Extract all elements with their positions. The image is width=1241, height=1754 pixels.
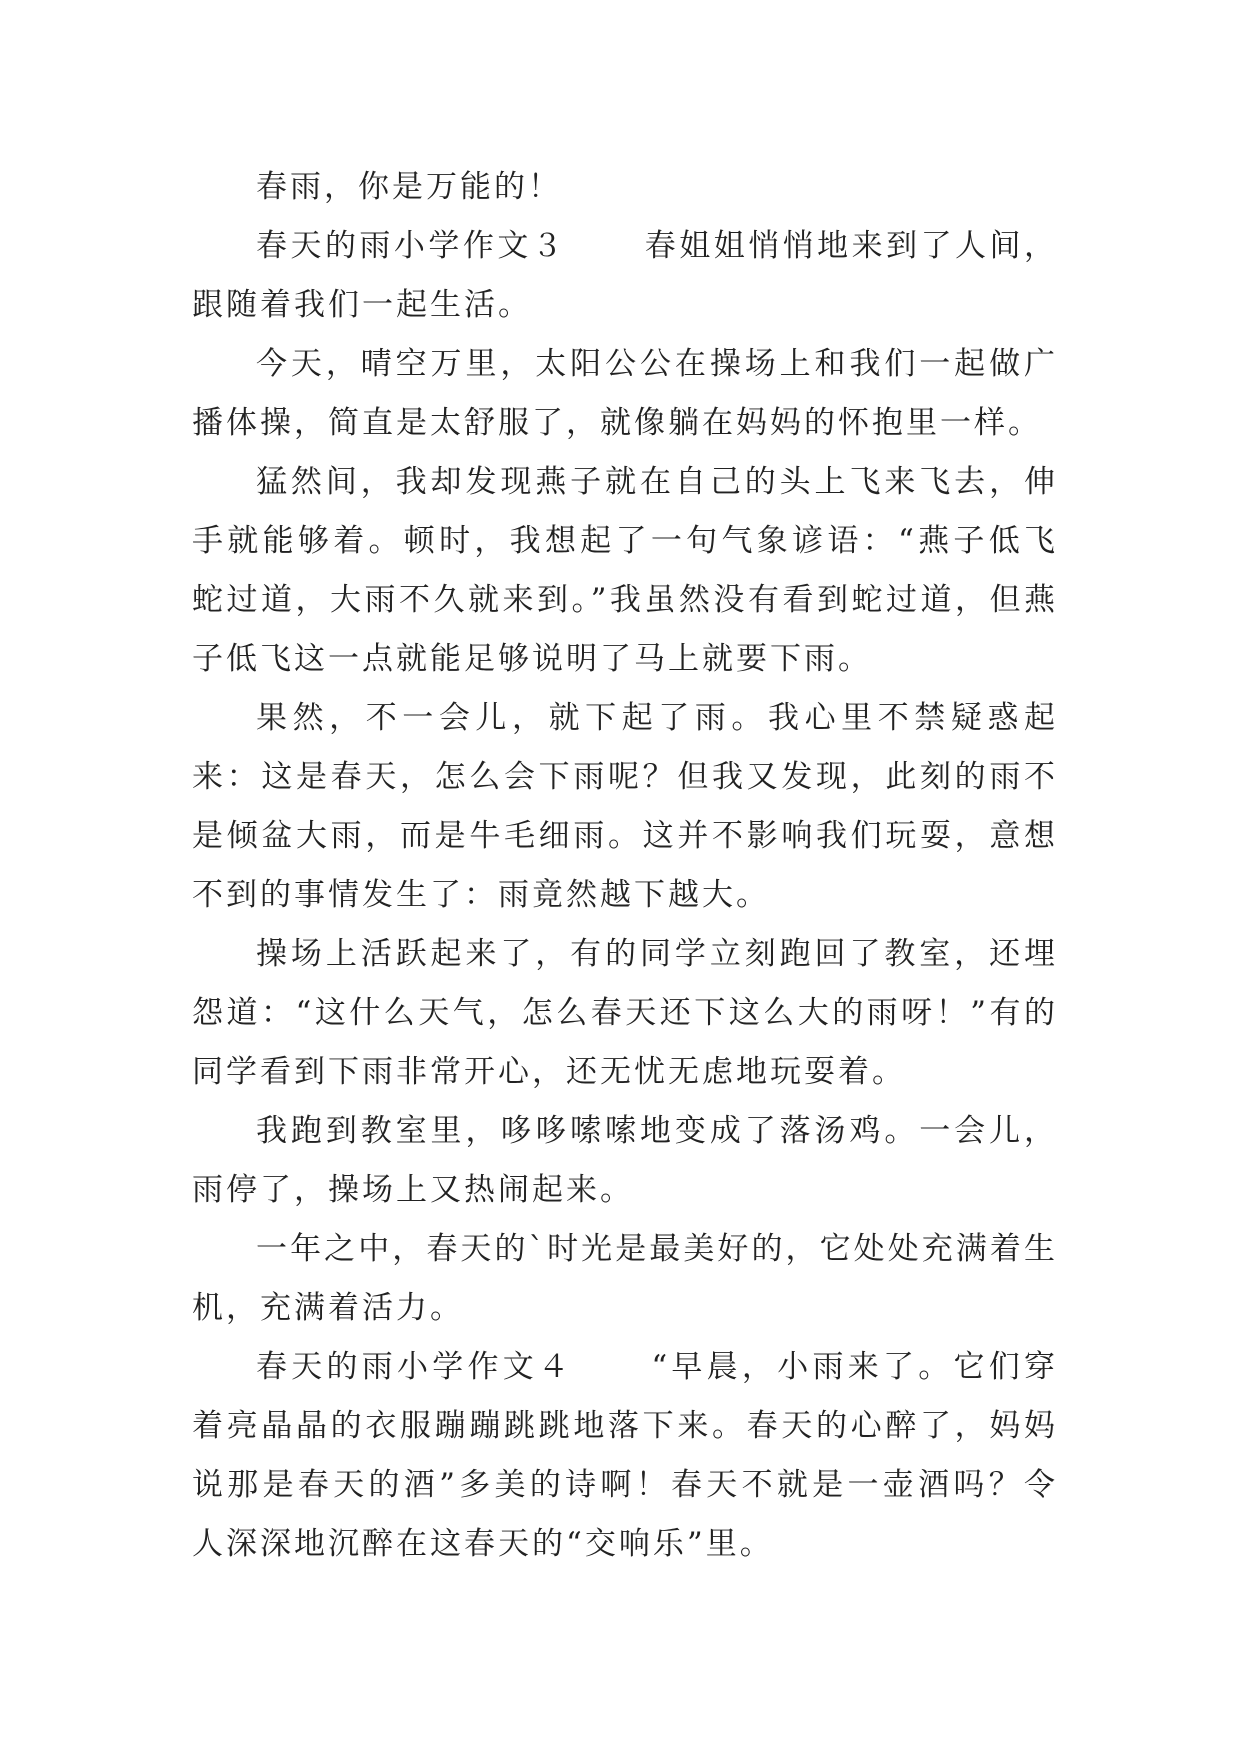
paragraph-2 [192,217,1058,335]
paragraph-text: 今天，晴空万里，太阳公公在操场上和我们一起做广播体操，简直是太舒服了，就像躺在妈妈的怀抱里一样。 [192,346,1058,441]
section-heading: 春天的雨小学作文３ [256,228,567,264]
paragraph-9 [192,1338,1058,1574]
paragraph-text: 一年之中，春天的`时光是最美好的，它处处充满着生机，充满着活力。 [192,1231,1058,1326]
paragraph-text: 猛然间，我却发现燕子就在自己的头上飞来飞去，伸手就能够着。顿时，我想起了一句气象谚语：“燕子低飞蛇过道，大雨不久就来到。”我虽然没有看到蛇过道，但燕子低飞这一点就能足够说明了马上就要下雨。 [192,464,1058,677]
paragraph-6 [192,925,1058,1102]
paragraph-text: 果然，不一会儿，就下起了雨。我心里不禁疑惑起来：这是春天，怎么会下雨呢？但我又发现，此刻的雨不是倾盆大雨，而是牛毛细雨。这并不影响我们玩耍，意想不到的事情发生了：雨竟然越下越大。 [192,700,1058,913]
document-body [192,158,1058,1574]
paragraph-text: 操场上活跃起来了，有的同学立刻跑回了教室，还埋怨道：“这什么天气，怎么春天还下这么大的雨呀！”有的同学看到下雨非常开心，还无忧无虑地玩耍着。 [192,936,1058,1090]
paragraph-1 [192,158,1058,217]
paragraph-7 [192,1102,1058,1220]
section-heading: 春天的雨小学作文４ [256,1349,574,1385]
paragraph-3 [192,335,1058,453]
paragraph-text: 春雨，你是万能的！ [256,169,562,205]
paragraph-8 [192,1220,1058,1338]
paragraph-text: 春姐姐悄悄地来到了人间，跟随着我们一起生活。 [192,228,1059,323]
paragraph-4 [192,453,1058,689]
paragraph-text: 我跑到教室里，哆哆嗦嗦地变成了落汤鸡。一会儿，雨停了，操场上又热闹起来。 [192,1113,1058,1208]
paragraph-5 [192,689,1058,925]
paragraph-text: “早晨，小雨来了。它们穿着亮晶晶的衣服蹦蹦跳跳地落下来。春天的心醉了，妈妈说那是春天的酒”多美的诗啊！春天不就是一壶酒吗？令人深深地沉醉在这春天的“交响乐”里。 [192,1349,1058,1562]
